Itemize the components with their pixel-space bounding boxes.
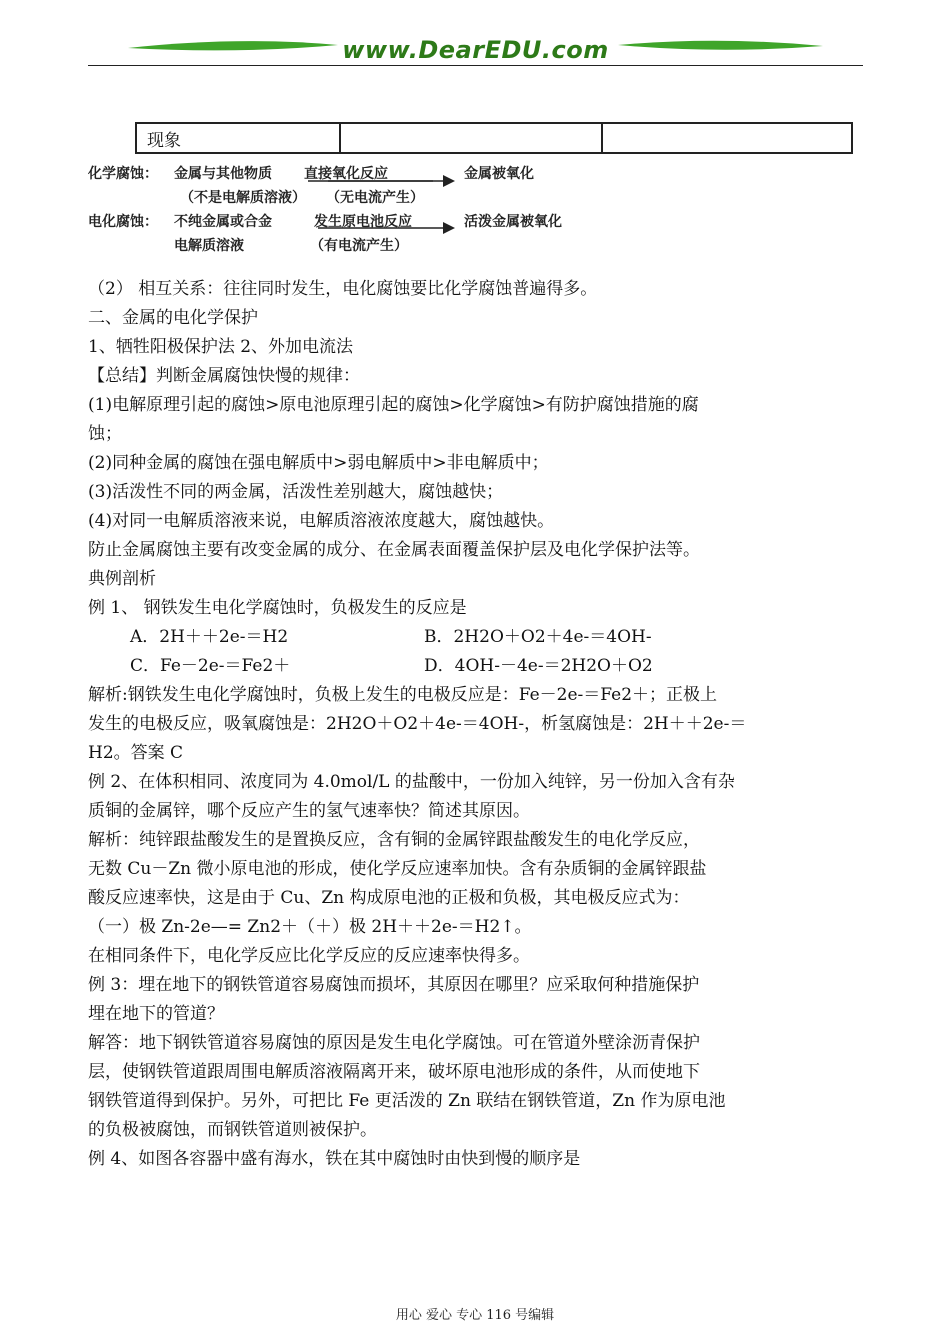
text-line: 在相同条件下，电化学反应比化学反应的反应速率快得多。 <box>88 946 530 966</box>
chem-condition: 直接氧化反应 <box>304 166 388 182</box>
text-line: 酸反应速率快，这是由于 Cu、Zn 构成原电池的正极和负极，其电极反应式为： <box>88 888 690 908</box>
chem-corrosion-label: 化学腐蚀： <box>88 166 158 182</box>
text-line: (1)电解原理引起的腐蚀>原电池原理引起的腐蚀>化学腐蚀>有防护腐蚀措施的腐 <box>88 395 699 415</box>
table-cell <box>602 123 852 153</box>
example-1-question: 例 1、 钢铁发生电化学腐蚀时，负极发生的反应是 <box>88 598 467 618</box>
elec-condition: 发生原电池反应 <box>314 214 412 230</box>
options-row <box>88 652 866 681</box>
chem-note-2: （无电流产生） <box>326 190 424 206</box>
text-line: 解析:钢铁发生电化学腐蚀时，负极上发生的电极反应是：Fe－2e-＝Fe2＋；正极上 <box>88 685 718 705</box>
elec-result: 活泼金属被氧化 <box>464 214 562 230</box>
elec-note-1: 电解质溶液 <box>174 238 244 254</box>
section-heading: 二、金属的电化学保护 <box>88 308 258 328</box>
chem-source: 金属与其他物质 <box>174 166 272 182</box>
option-d: D．4OH-－4e-＝2H2O＋O2 <box>424 656 653 676</box>
text-line: 蚀； <box>88 424 122 444</box>
summary-heading: 【总结】判断金属腐蚀快慢的规律： <box>88 366 360 386</box>
option-c: C．Fe－2e-＝Fe2＋ <box>130 656 291 676</box>
text-line: 层，使钢铁管道跟周围电解质溶液隔离开来，破坏原电池形成的条件，从而使地下 <box>88 1062 700 1082</box>
page-footer: 用心 爱心 专心 116 号编辑 <box>395 1308 555 1323</box>
text-line: 解析：纯锌跟盐酸发生的是置换反应，含有铜的金属锌跟盐酸发生的电化学反应， <box>88 830 700 850</box>
corrosion-diagram <box>88 158 608 258</box>
text-line: 1、牺牲阳极保护法 2、外加电流法 <box>88 337 354 357</box>
elec-note-2: （有电流产生） <box>310 238 408 254</box>
text-line: 发生的电极反应，吸氧腐蚀是：2H2O＋O2＋4e-＝4OH-，析氢腐蚀是：2H＋＋2e-＝ <box>88 714 747 734</box>
chem-note-1: （不是电解质溶液） <box>180 190 306 206</box>
text-line: 无数 Cu－Zn 微小原电池的形成，使化学反应速率加快。含有杂质铜的金属锌跟盐 <box>88 859 707 879</box>
text-line: 解答：地下钢铁管道容易腐蚀的原因是发生电化学腐蚀。可在管道外壁涂沥青保护 <box>88 1033 700 1053</box>
example-4-question: 例 4、如图各容器中盛有海水，铁在其中腐蚀时由快到慢的顺序是 <box>88 1149 581 1169</box>
option-b: B．2H2O＋O2＋4e-＝4OH- <box>424 627 652 647</box>
text-line: 的负极被腐蚀，而钢铁管道则被保护。 <box>88 1120 377 1140</box>
example-3-question: 例 3：埋在地下的钢铁管道容易腐蚀而损坏，其原因在哪里？应采取何种措施保护 <box>88 975 700 995</box>
site-logo-text[interactable]: www.DearEDU.com <box>342 36 609 64</box>
table-cell-label: 现象 <box>136 123 340 153</box>
chem-result: 金属被氧化 <box>464 166 534 182</box>
table-cell <box>340 123 602 153</box>
elec-source: 不纯金属或合金 <box>174 214 272 230</box>
header-divider <box>88 65 863 66</box>
option-a: A．2H＋＋2e-＝H2 <box>130 627 289 647</box>
example-2-question: 例 2、在体积相同、浓度同为 4.0mol/L 的盐酸中，一份加入纯锌，另一份加入含有杂 <box>88 772 735 792</box>
page-header <box>88 30 863 70</box>
text-line: 钢铁管道得到保护。另外，可把比 Fe 更活泼的 Zn 联结在钢铁管道，Zn 作为原电池 <box>88 1091 726 1111</box>
options-row <box>88 623 866 652</box>
text-line: 防止金属腐蚀主要有改变金属的成分、在金属表面覆盖保护层及电化学保护法等。 <box>88 540 700 560</box>
text-line: (3)活泼性不同的两金属，活泼性差别越大，腐蚀越快； <box>88 482 504 502</box>
elec-corrosion-label: 电化腐蚀： <box>88 214 158 230</box>
text-line: H2。答案 C <box>88 743 184 763</box>
section-heading: 典例剖析 <box>88 569 156 589</box>
table-row <box>136 123 852 153</box>
text-line: 质铜的金属锌，哪个反应产生的氢气速率快？简述其原因。 <box>88 801 530 821</box>
text-line: （2） 相互关系：往往同时发生，电化腐蚀要比化学腐蚀普遍得多。 <box>88 279 598 299</box>
text-line: (4)对同一电解质溶液来说，电解质溶液浓度越大，腐蚀越快。 <box>88 511 555 531</box>
text-line: (2)同种金属的腐蚀在强电解质中>弱电解质中>非电解质中； <box>88 453 549 473</box>
phenomenon-table <box>135 122 853 154</box>
text-line: （一）极 Zn-2e—= Zn2＋（＋）极 2H＋＋2e-＝H2↑。 <box>88 917 532 937</box>
document-body <box>88 275 866 1174</box>
text-line: 埋在地下的管道？ <box>88 1004 224 1024</box>
